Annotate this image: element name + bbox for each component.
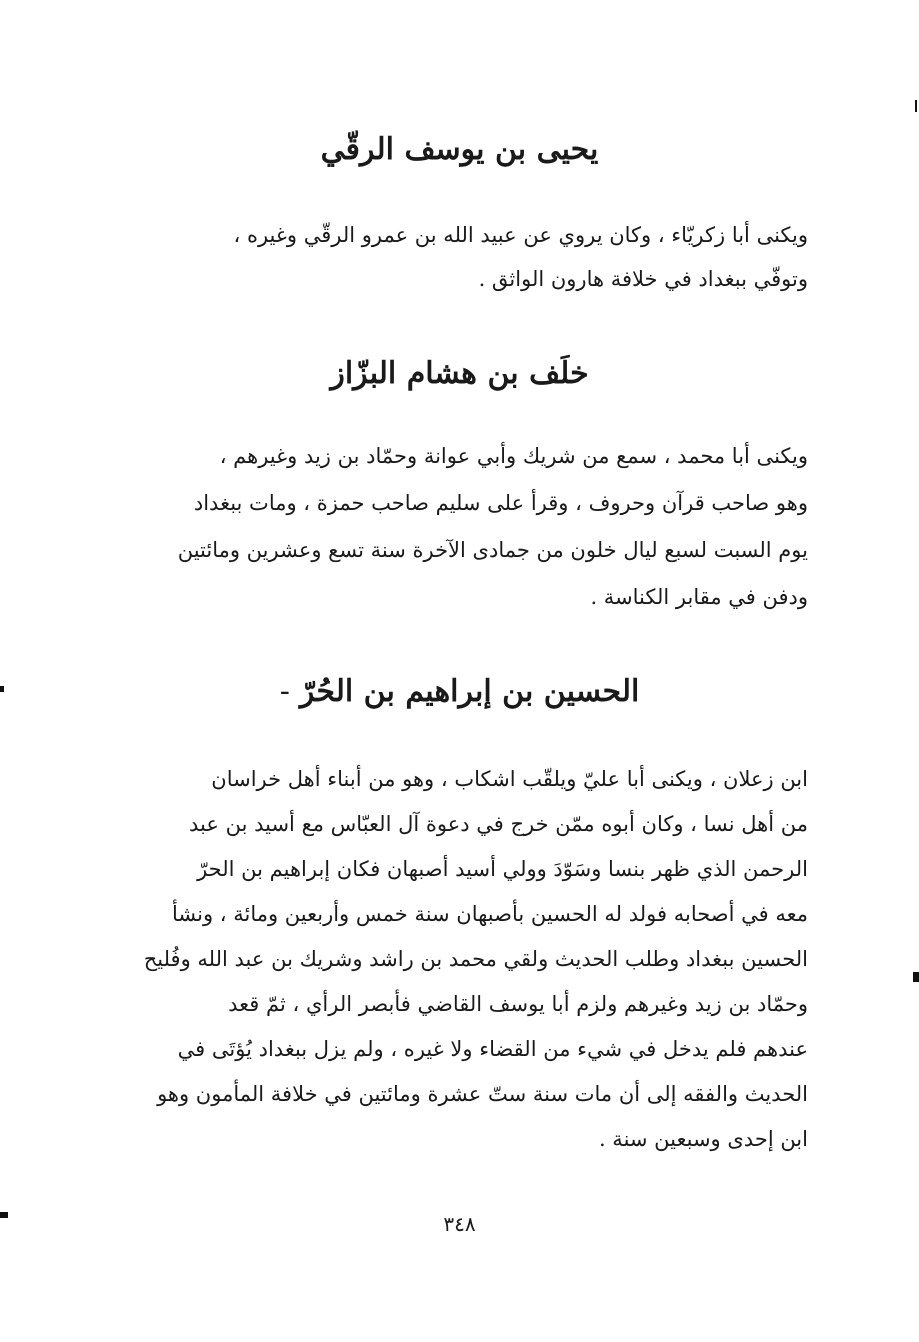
scan-mark — [0, 1212, 8, 1218]
body-line: ودفن في مقابر الكناسة . — [590, 585, 808, 609]
entry-heading-1: يحيى بن يوسف الرقّي — [320, 132, 599, 167]
body-line: وتوفّي ببغداد في خلافة هارون الواثق . — [478, 267, 808, 291]
scan-mark — [0, 686, 4, 692]
body-line: ابن زعلان ، ويكنى أبا عليّ ويلقّب اشكاب ، وهو من أبناء أهل خراسان — [211, 767, 808, 791]
entry-heading-3-text: الحسين بن إبراهيم بن الحُرّ — [299, 674, 640, 709]
body-line: عندهم فلم يدخل في شيء من القضاء ولا غيره ، ولم يزل ببغداد يُؤتَى في — [177, 1037, 808, 1061]
body-line: وهو صاحب قرآن وحروف ، وقرأ على سليم صاحب حمزة ، ومات ببغداد — [193, 491, 808, 515]
scan-mark — [915, 100, 917, 112]
body-line: ويكنى أبا محمد ، سمع من شريك وأبي عوانة وحمّاد بن زيد وغيرهم ، — [219, 444, 808, 468]
body-line: الحسين ببغداد وطلب الحديث ولقي محمد بن راشد وشريك بن عبد الله وفُليح — [143, 947, 808, 971]
body-line: الحديث والفقه إلى أن مات سنة ستّ عشرة ومائتين في خلافة المأمون وهو — [157, 1082, 808, 1106]
heading-dash: - — [279, 674, 290, 709]
scan-mark — [913, 972, 919, 982]
body-line: ابن إحدى وسبعين سنة . — [598, 1127, 808, 1151]
entry-body-3 — [102, 757, 808, 1162]
body-line: ويكنى أبا زكريّاء ، وكان يروي عن عبيد الله بن عمرو الرقّي وغيره ، — [233, 223, 808, 247]
entry-heading-3 — [0, 674, 919, 710]
entry-heading-2: خلَف بن هشام البزّاز — [330, 356, 589, 391]
entry-body-1 — [102, 213, 808, 301]
body-line: من أهل نسا ، وكان أبوه ممّن خرج في دعوة آل العبّاس مع أسيد بن عبد — [189, 812, 808, 836]
body-line: معه في أصحابه فولد له الحسين بأصبهان سنة خمس وأربعين ومائة ، ونشأ — [171, 902, 808, 926]
page-number: ٣٤٨ — [443, 1212, 476, 1236]
entry-body-2 — [102, 433, 808, 621]
body-line: يوم السبت لسبع ليال خلون من جمادى الآخرة سنة تسع وعشرين ومائتين — [177, 538, 808, 562]
body-line: وحمّاد بن زيد وغيرهم ولزم أبا يوسف القاضي فأبصر الرأي ، ثمّ قعد — [228, 992, 808, 1016]
body-line: الرحمن الذي ظهر بنسا وسَوّدَ وولي أسيد أصبهان فكان إبراهيم بن الحرّ — [197, 857, 808, 881]
